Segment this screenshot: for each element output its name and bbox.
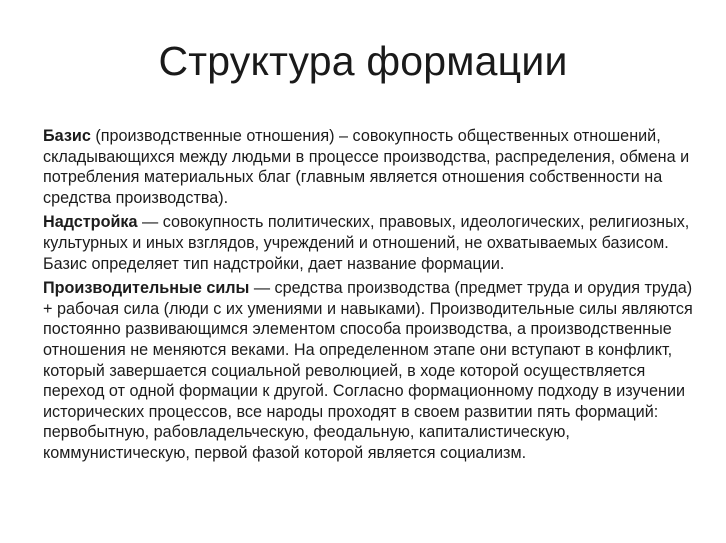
- term-superstructure: Надстройка: [43, 213, 138, 232]
- paragraph-superstructure: [43, 212, 693, 274]
- definition-superstructure: — совокупность политических, правовых, идеологических, религиозных, культурных и иных взглядов, учреждений и отношений, не охватываемых базисом. Базис определяет тип надстройки, дает название формации.: [43, 213, 690, 273]
- term-productive-forces: Производительные силы: [43, 279, 250, 298]
- paragraph-productive-forces: [43, 278, 693, 463]
- definition-basis: (производственные отношения) – совокупность общественных отношений, складывающихся между людьми в процессе производства, распределения, обмена и потребления материальных благ (главным является отношения собственности на средства производства).: [43, 127, 690, 207]
- paragraph-basis: [43, 126, 693, 208]
- slide-content: [43, 126, 693, 468]
- slide-title: Структура формации: [158, 38, 568, 84]
- definition-productive-forces: — средства производства (предмет труда и орудия труда) + рабочая сила (люди с их умениями и навыками). Производительные силы являются постоянно развивающимся элементом способа производства, а производственные отношения не меняются веками. На определенном этапе они вступают в конфликт, который завершается социальной революцией, в ходе которой осуществляется переход от одной формации к другой. Согласно формационному подходу в изучении исторических процессов, все народы проходят в своем развитии пять формаций: первобытную, рабовладельческую, феодальную, капиталистическую, коммунистическую, первой фазой которой является социализм.: [43, 279, 693, 462]
- term-basis: Базис: [43, 127, 91, 145]
